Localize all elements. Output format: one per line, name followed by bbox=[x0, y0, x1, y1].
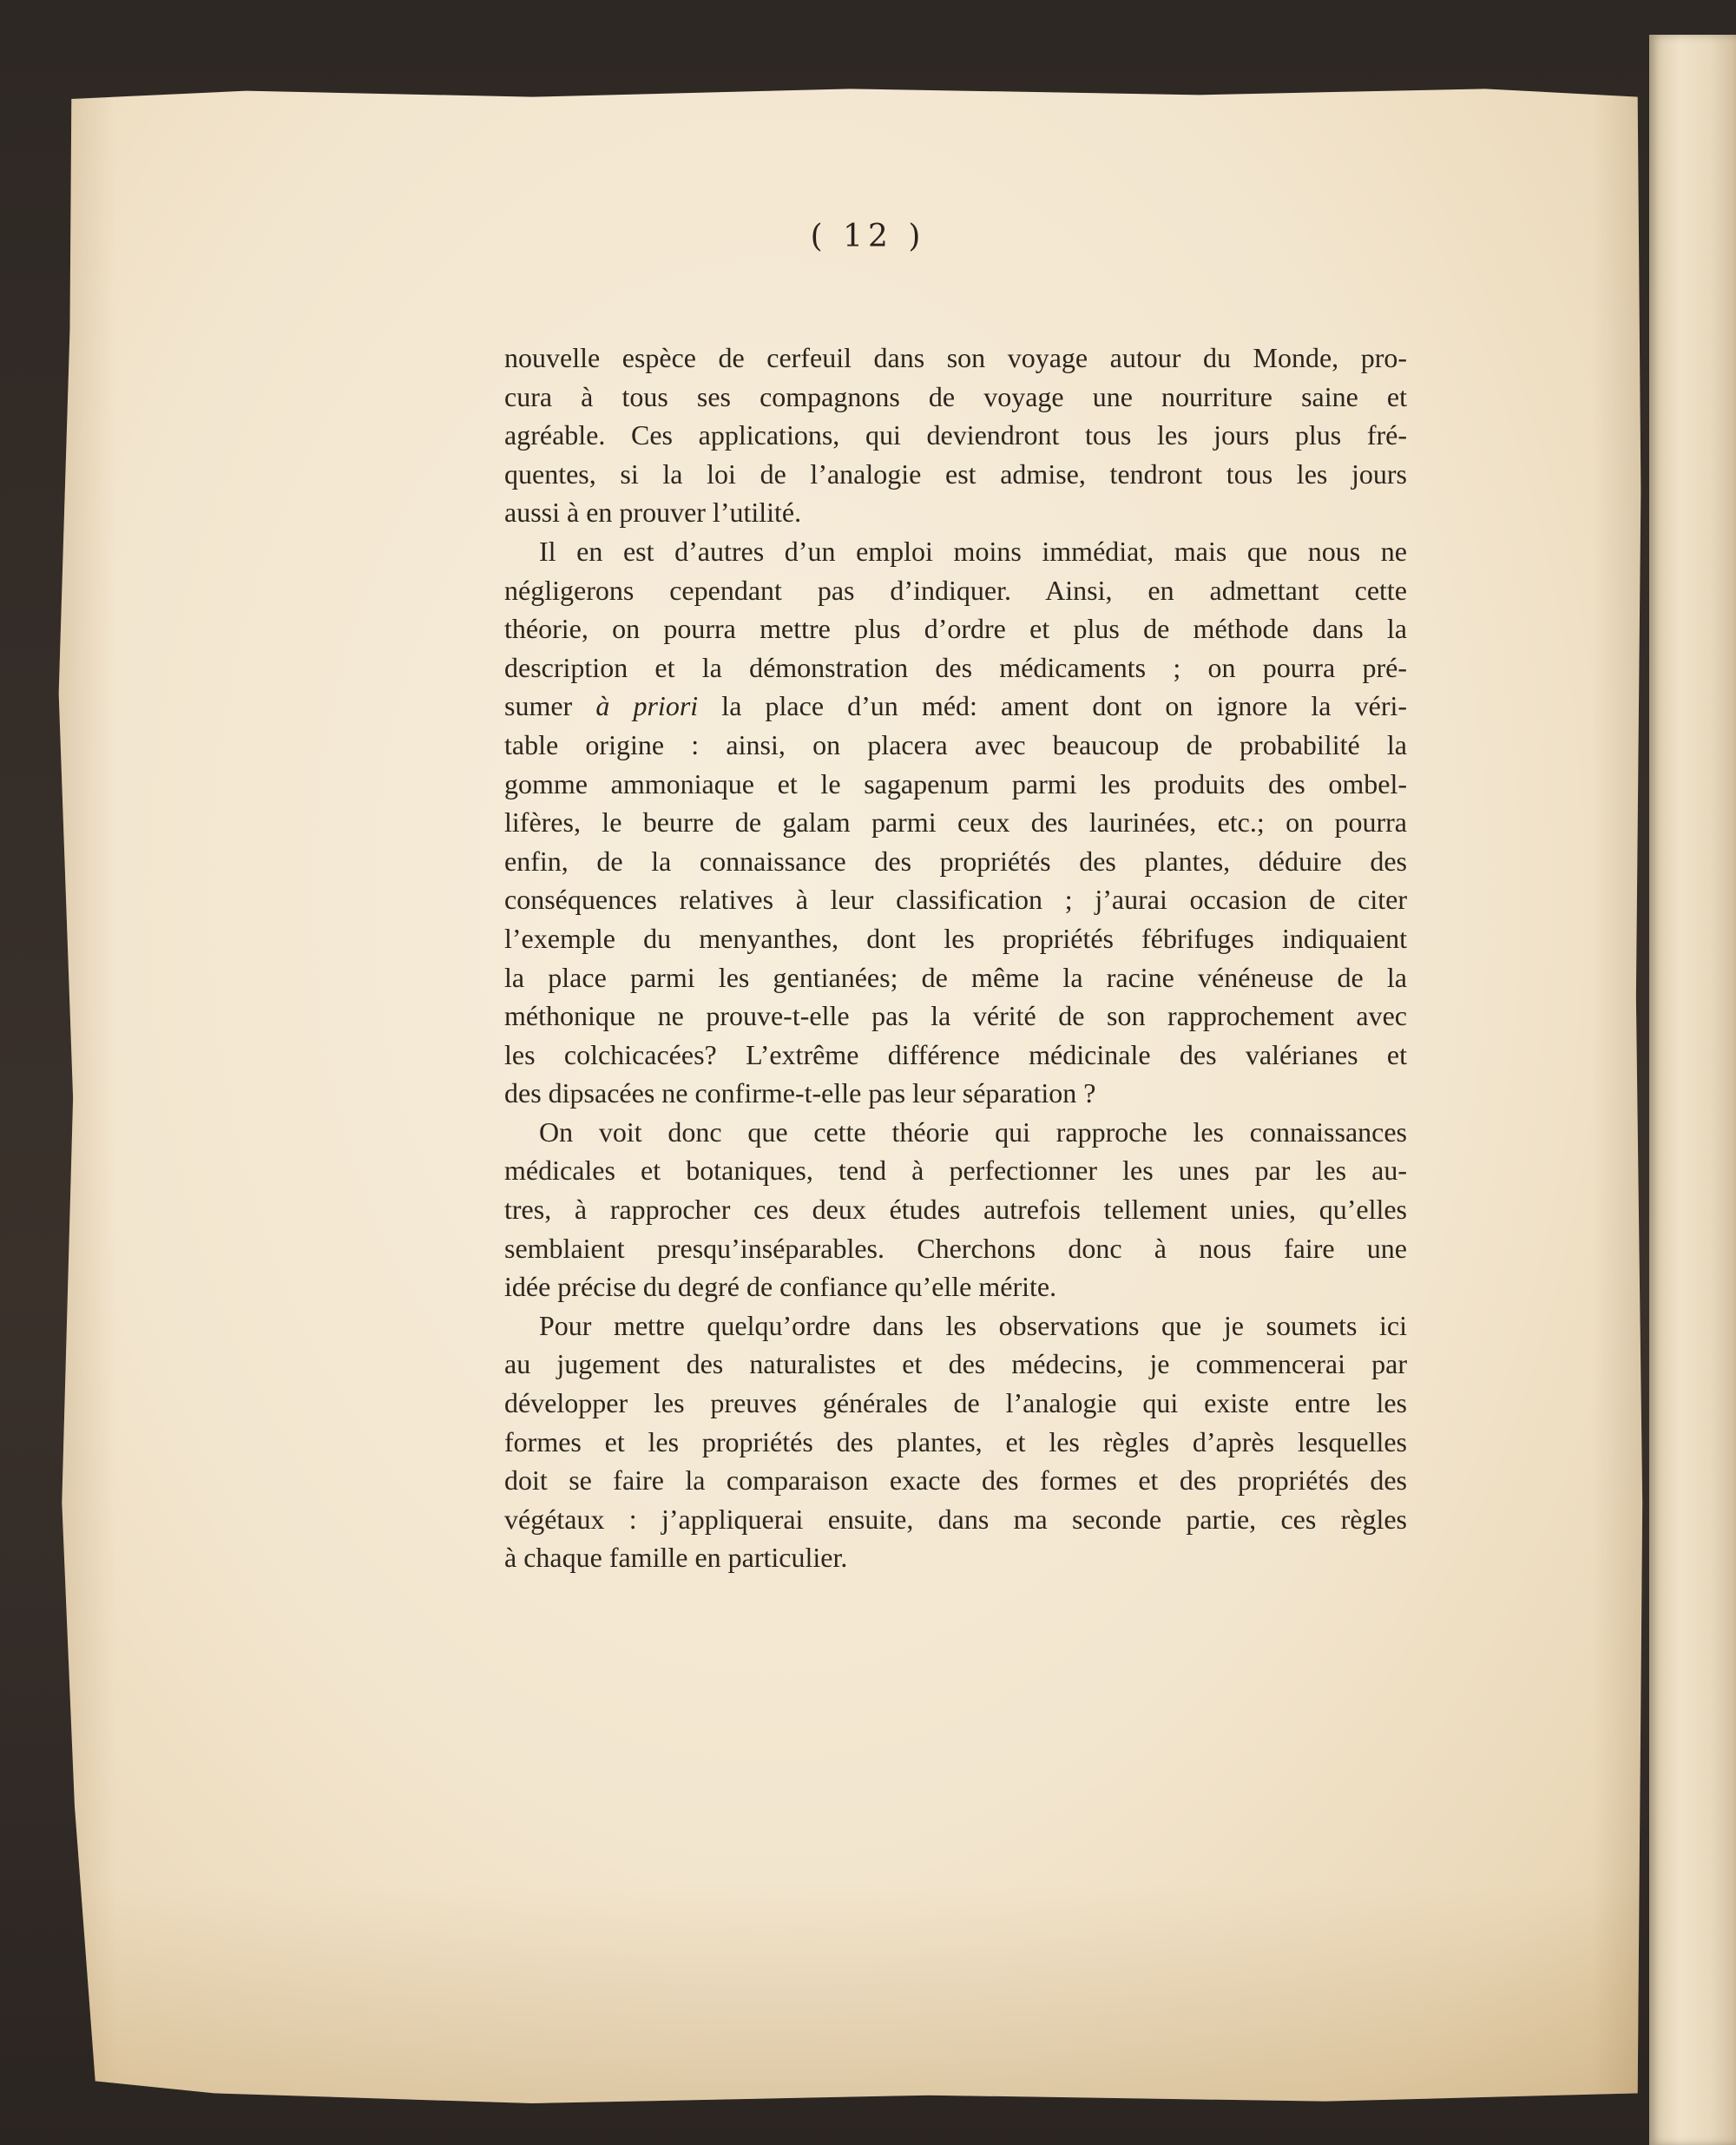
text-line: végétaux : j’appliquerai ensuite, dans ma seconde partie, ces règles bbox=[504, 1503, 1407, 1535]
text-line: tres, à rapprocher ces deux études autrefois tellement unies, qu’elles bbox=[504, 1194, 1407, 1226]
text-line: les colchicacées? L’extrême différence médicinale des valérianes et bbox=[504, 1038, 1407, 1070]
italic-phrase: à priori bbox=[595, 690, 699, 722]
text-line: formes et les propriétés des plantes, et les règles d’après lesquelles bbox=[504, 1425, 1407, 1457]
text-line: Pour mettre quelqu’ordre dans les observations que je soumets ici bbox=[539, 1309, 1407, 1341]
text-line: On voit donc que cette théorie qui rapproche les connaissances bbox=[539, 1115, 1407, 1148]
text-line: conséquences relatives à leur classification ; j’aurai occasion de citer bbox=[504, 884, 1407, 916]
text-line: l’exemple du menyanthes, dont les propriétés fébrifuges indiquaient bbox=[504, 922, 1407, 954]
text-line: à chaque famille en particulier. bbox=[504, 1542, 848, 1574]
text-line: négligerons cependant pas d’indiquer. Ainsi, en admettant cette bbox=[504, 574, 1407, 606]
text-line: nouvelle espèce de cerfeuil dans son voyage autour du Monde, pro- bbox=[504, 342, 1407, 373]
text-line: cura à tous ses compagnons de voyage une nourriture saine et bbox=[504, 380, 1407, 412]
text-line: médicales et botaniques, tend à perfectionner les unes par les au- bbox=[504, 1155, 1407, 1187]
text-line: la place parmi les gentianées; de même la racine vénéneuse de la bbox=[504, 961, 1407, 993]
text-line: table origine : ainsi, on placera avec beaucoup de probabilité la bbox=[504, 728, 1407, 760]
text-line: des dipsacées ne confirme-t-elle pas leur séparation ? bbox=[504, 1077, 1096, 1109]
paper-stain-bottom bbox=[56, 1884, 1644, 2109]
paper-shadow-right bbox=[1592, 87, 1644, 2109]
text-line: agréable. Ces applications, qui deviendront tous les jours plus fré- bbox=[504, 419, 1407, 451]
text-line: idée précise du degré de confiance qu’elle mérite. bbox=[504, 1271, 1057, 1303]
text-line: description et la démonstration des médicaments ; on pourra pré- bbox=[504, 651, 1407, 683]
text-line: gomme ammoniaque et le sagapenum parmi les produits des ombel- bbox=[504, 767, 1407, 799]
text-line: aussi à en prouver l’utilité. bbox=[504, 497, 802, 529]
text-line: quentes, si la loi de l’analogie est admise, tendront tous les jours bbox=[504, 457, 1407, 490]
text-line: enfin, de la connaissance des propriétés des plantes, déduire des bbox=[504, 845, 1407, 877]
text-line: développer les preuves générales de l’analogie qui existe entre les bbox=[504, 1387, 1407, 1419]
text-line: Il en est d’autres d’un emploi moins immédiat, mais que nous ne bbox=[539, 535, 1407, 567]
text-line: lifères, le beurre de galam parmi ceux des laurinées, etc.; on pourra bbox=[504, 806, 1407, 839]
text-line: semblaient presqu’inséparables. Cherchons donc à nous faire une bbox=[504, 1232, 1407, 1264]
text-line: méthonique ne prouve-t-elle pas la vérité de son rapprochement avec bbox=[504, 1000, 1407, 1032]
text-line: théorie, on pourra mettre plus d’ordre et plus de méthode dans la bbox=[504, 613, 1407, 645]
text-line: doit se faire la comparaison exacte des formes et des propriétés des bbox=[504, 1464, 1407, 1497]
text-line: au jugement des naturalistes et des médecins, je commencerai par bbox=[504, 1348, 1407, 1380]
page-number: ( 12 ) bbox=[810, 219, 926, 254]
paper-stain-left bbox=[56, 87, 116, 2109]
body-text bbox=[504, 339, 1407, 1577]
next-page-edge bbox=[1649, 35, 1736, 2145]
text-line: sumer à priori la place d’un méd: ament dont on ignore la véri- bbox=[504, 690, 1408, 722]
